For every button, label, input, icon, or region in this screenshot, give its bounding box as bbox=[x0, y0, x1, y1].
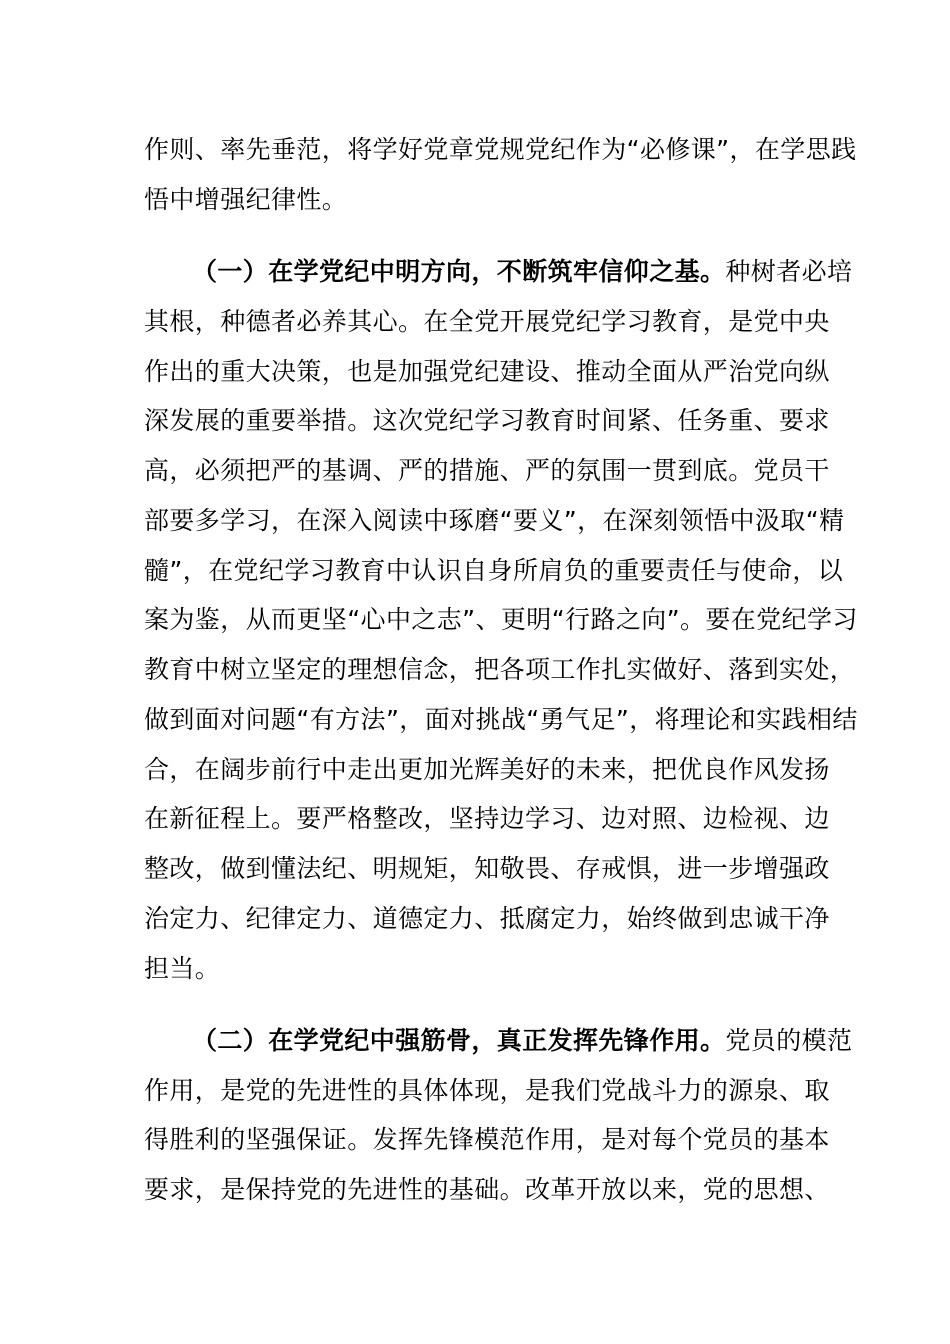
text-line: 整改，做到懂法纪、明规矩，知敬畏、存戒惧，进一步增强政 bbox=[144, 854, 830, 883]
section-2-first-line bbox=[192, 1025, 852, 1057]
section-2-lead-text: 党员的模范 bbox=[725, 1026, 853, 1055]
text-line: 悟中增强纪律性。 bbox=[144, 185, 348, 214]
text-line: 深发展的重要举措。这次党纪学习教育时间紧、任务重、要求 bbox=[144, 406, 830, 435]
text-line: 教育中树立坚定的理想信念，把各项工作扎实做好、落到实处， bbox=[144, 655, 856, 684]
text-line: 作用，是党的先进性的具体体现，是我们党战斗力的源泉、取 bbox=[144, 1076, 830, 1105]
text-line: 作出的重大决策，也是加强党纪建设、推动全面从严治党向纵 bbox=[144, 357, 830, 386]
text-line: 部要多学习，在深入阅读中琢磨“要义”，在深刻领悟中汲取“精 bbox=[144, 506, 845, 535]
section-1-heading: （一）在学党纪中明方向，不断筑牢信仰之基。 bbox=[192, 257, 726, 286]
text-line: 担当。 bbox=[144, 954, 221, 983]
text-line: 作则、率先垂范，将学好党章党规党纪作为“必修课”，在学思践 bbox=[144, 135, 857, 164]
text-line: 得胜利的坚强保证。发挥先锋模范作用，是对每个党员的基本 bbox=[144, 1125, 830, 1154]
text-line: 案为鉴，从而更坚“心中之志”、更明“行路之向”。要在党纪学习 bbox=[144, 605, 858, 634]
text-line: 要求，是保持党的先进性的基础。改革开放以来，党的思想、 bbox=[144, 1175, 830, 1204]
section-1-first-line bbox=[192, 256, 852, 288]
text-line: 髓”，在党纪学习教育中认识自身所肩负的重要责任与使命，以 bbox=[144, 556, 844, 585]
text-line: 高，必须把严的基调、严的措施、严的氛围一贯到底。党员干 bbox=[144, 456, 830, 485]
section-2-heading: （二）在学党纪中强筋骨，真正发挥先锋作用。 bbox=[192, 1026, 726, 1055]
text-line: 做到面对问题“有方法”，面对挑战“勇气足”，将理论和实践相结 bbox=[144, 705, 858, 734]
text-line: 在新征程上。要严格整改，坚持边学习、边对照、边检视、边 bbox=[144, 804, 830, 833]
text-line: 合，在阔步前行中走出更加光辉美好的未来，把优良作风发扬 bbox=[144, 755, 830, 784]
section-1-lead-text: 种树者必培 bbox=[725, 257, 853, 286]
text-line: 其根，种德者必养其心。在全党开展党纪学习教育，是党中央 bbox=[144, 307, 830, 336]
text-line: 治定力、纪律定力、道德定力、抵腐定力，始终做到忠诚干净 bbox=[144, 904, 830, 933]
